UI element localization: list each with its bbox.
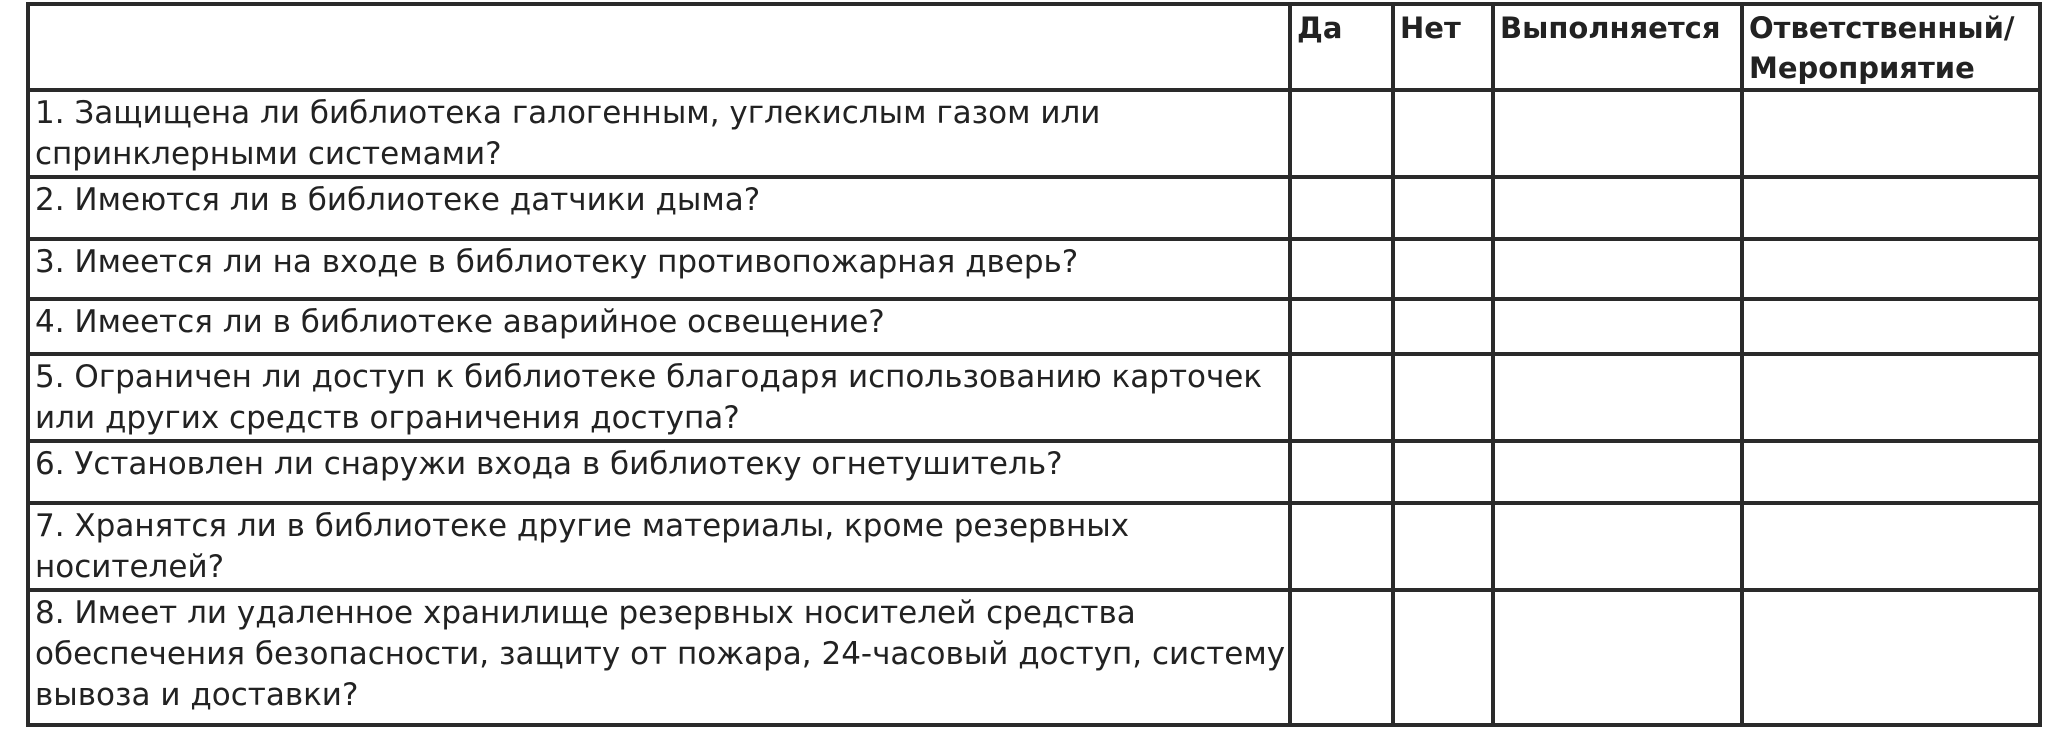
yes-cell[interactable] xyxy=(1290,503,1393,590)
responsible-cell[interactable] xyxy=(1742,441,2040,503)
table-row xyxy=(28,90,2040,177)
responsible-cell[interactable] xyxy=(1742,503,2040,590)
yes-cell[interactable] xyxy=(1290,299,1393,354)
responsible-cell[interactable] xyxy=(1742,90,2040,177)
question-cell: 4. Имеется ли в библиотеке аварийное освещение? xyxy=(28,299,1290,354)
question-cell: 1. Защищена ли библиотека галогенным, углекислым газом или спринклерными системами? xyxy=(28,90,1290,177)
no-cell[interactable] xyxy=(1393,503,1493,590)
yes-cell[interactable] xyxy=(1290,177,1393,239)
no-cell[interactable] xyxy=(1393,441,1493,503)
yes-cell[interactable] xyxy=(1290,590,1393,725)
in-progress-cell[interactable] xyxy=(1493,503,1742,590)
in-progress-cell[interactable] xyxy=(1493,239,1742,299)
yes-cell[interactable] xyxy=(1290,354,1393,441)
header-yes: Да xyxy=(1290,4,1393,90)
table-row xyxy=(28,299,2040,354)
responsible-cell[interactable] xyxy=(1742,177,2040,239)
in-progress-cell[interactable] xyxy=(1493,177,1742,239)
responsible-cell[interactable] xyxy=(1742,299,2040,354)
table-row xyxy=(28,239,2040,299)
question-cell: 7. Хранятся ли в библиотеке другие материалы, кроме резервных носителей? xyxy=(28,503,1290,590)
no-cell[interactable] xyxy=(1393,354,1493,441)
table-row xyxy=(28,590,2040,725)
yes-cell[interactable] xyxy=(1290,441,1393,503)
in-progress-cell[interactable] xyxy=(1493,354,1742,441)
header-responsible: Ответственный/ Мероприятие xyxy=(1742,4,2040,90)
no-cell[interactable] xyxy=(1393,590,1493,725)
question-cell: 6. Установлен ли снаружи входа в библиотеку огнетушитель? xyxy=(28,441,1290,503)
header-in-progress: Выполняется xyxy=(1493,4,1742,90)
question-cell: 2. Имеются ли в библиотеке датчики дыма? xyxy=(28,177,1290,239)
in-progress-cell[interactable] xyxy=(1493,441,1742,503)
table-row xyxy=(28,177,2040,239)
in-progress-cell[interactable] xyxy=(1493,90,1742,177)
question-cell: 8. Имеет ли удаленное хранилище резервных носителей средства обеспечения безопасности, защиту от пожара, 24-часовый доступ, систему вывоза и доставки? xyxy=(28,590,1290,725)
yes-cell[interactable] xyxy=(1290,239,1393,299)
responsible-cell[interactable] xyxy=(1742,354,2040,441)
question-cell: 3. Имеется ли на входе в библиотеку противопожарная дверь? xyxy=(28,239,1290,299)
no-cell[interactable] xyxy=(1393,299,1493,354)
no-cell[interactable] xyxy=(1393,239,1493,299)
table-row xyxy=(28,354,2040,441)
header-question xyxy=(28,4,1290,90)
checklist-table xyxy=(26,2,2042,727)
responsible-cell[interactable] xyxy=(1742,590,2040,725)
table-row xyxy=(28,503,2040,590)
header-no: Нет xyxy=(1393,4,1493,90)
no-cell[interactable] xyxy=(1393,90,1493,177)
no-cell[interactable] xyxy=(1393,177,1493,239)
question-cell: 5. Ограничен ли доступ к библиотеке благодаря использованию карточек или других средств ограничения доступа? xyxy=(28,354,1290,441)
in-progress-cell[interactable] xyxy=(1493,299,1742,354)
responsible-cell[interactable] xyxy=(1742,239,2040,299)
in-progress-cell[interactable] xyxy=(1493,590,1742,725)
header-row xyxy=(28,4,2040,90)
yes-cell[interactable] xyxy=(1290,90,1393,177)
table-row xyxy=(28,441,2040,503)
